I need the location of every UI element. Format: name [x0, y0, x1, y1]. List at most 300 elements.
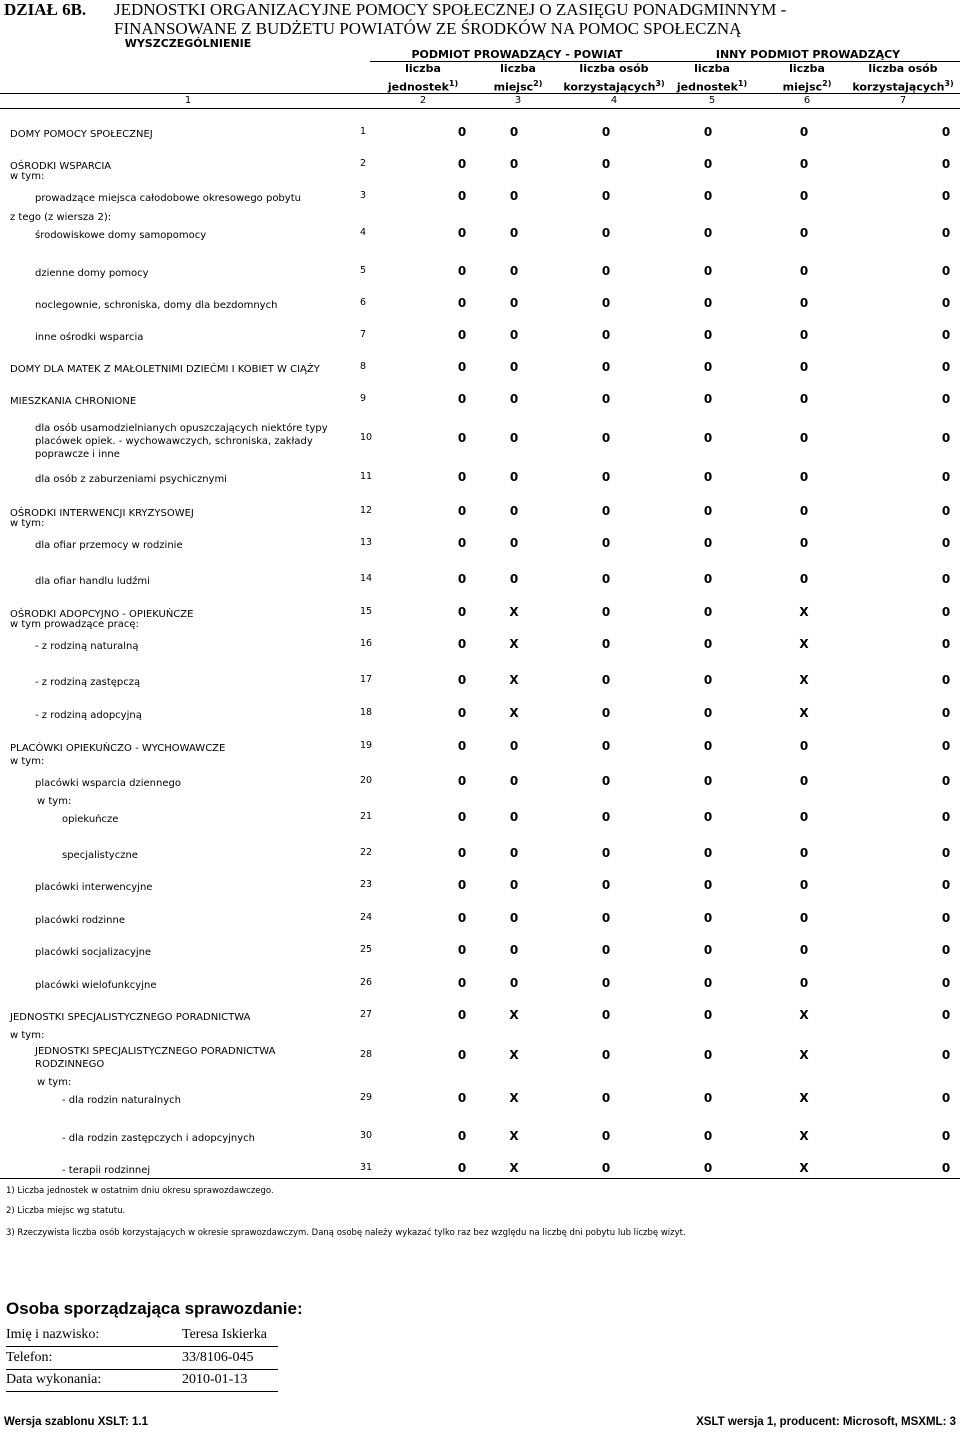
row-number: 16 [360, 638, 373, 649]
cell-value: 0 [509, 296, 519, 310]
preparer-field-value: 33/8106-045 [182, 1350, 254, 1365]
header-sub-line1: liczba osób [579, 62, 649, 75]
cell-value: 0 [457, 605, 467, 619]
cell-value: 0 [703, 189, 713, 203]
row-label: OŚRODKI WSPARCIA [10, 161, 112, 172]
row-number: 8 [360, 361, 367, 372]
cell-value: 0 [799, 739, 809, 753]
cell-value: 0 [509, 739, 519, 753]
title-line-1: JEDNOSTKI ORGANIZACYJNE POMOCY SPOŁECZNEJ O ZASIĘGU PONADGMINNYM - [114, 0, 787, 19]
cell-value: 0 [941, 1129, 951, 1143]
title-line-2: FINANSOWANE Z BUDŻETU POWIATÓW ZE ŚRODKÓW NA POMOC SPOŁECZNĄ [114, 19, 742, 38]
cell-value: 0 [941, 504, 951, 518]
row-label: noclegownie, schroniska, domy dla bezdomnych [35, 300, 278, 311]
cell-value: 0 [509, 846, 519, 860]
cell-value: 0 [601, 504, 611, 518]
cell-value: 0 [941, 706, 951, 720]
row-number: 23 [360, 879, 373, 890]
cell-value: 0 [457, 774, 467, 788]
cell-value: 0 [509, 431, 519, 445]
cell-value: 0 [799, 226, 809, 240]
cell-value: 0 [799, 536, 809, 550]
cell-value: 0 [941, 189, 951, 203]
cell-value: 0 [457, 810, 467, 824]
row-number: 4 [360, 227, 367, 238]
cell-value: 0 [941, 360, 951, 374]
cell-value: 0 [509, 810, 519, 824]
cell-value: 0 [509, 943, 519, 957]
cell-value: 0 [601, 296, 611, 310]
header-sub-text: miejsc [493, 80, 534, 94]
cell-value: 0 [941, 125, 951, 139]
cell-value: X [799, 1161, 809, 1175]
cell-value: 0 [941, 739, 951, 753]
cell-value: 0 [509, 504, 519, 518]
row-label: dla ofiar handlu ludźmi [35, 576, 150, 587]
cell-value: 0 [941, 264, 951, 278]
row-number: 30 [360, 1130, 373, 1141]
header-column-number: 6 [803, 95, 811, 106]
cell-value: 0 [601, 157, 611, 171]
cell-value: 0 [703, 296, 713, 310]
header-sub-footnote-ref: 2) [533, 79, 543, 88]
row-label: placówki wsparcia dziennego [35, 778, 181, 789]
cell-value: 0 [509, 911, 519, 925]
row-prefix-label: w tym: [10, 518, 45, 529]
header-sub-text: miejsc [782, 80, 823, 94]
row-label: inne ośrodki wsparcia [35, 332, 144, 343]
row-number: 15 [360, 606, 373, 617]
cell-value: 0 [457, 943, 467, 957]
cell-value: 0 [601, 911, 611, 925]
section-label: DZIAŁ 6B. [4, 0, 87, 19]
preparer-field [6, 1350, 254, 1366]
row-number: 11 [360, 471, 373, 482]
page-title [4, 0, 786, 38]
row-label: PLACÓWKI OPIEKUŃCZO - WYCHOWAWCZE [10, 743, 226, 754]
header-sub-line2 [848, 77, 958, 94]
cell-value: 0 [941, 1091, 951, 1105]
row-label: dla osób z zaburzeniami psychicznymi [35, 474, 227, 485]
row-label: placówki rodzinne [35, 915, 126, 926]
cell-value: 0 [509, 189, 519, 203]
row-label: - dla rodzin naturalnych [62, 1095, 181, 1106]
cell-value: 0 [601, 189, 611, 203]
cell-value: 0 [457, 328, 467, 342]
row-label: dla osób usamodzielnianych opuszczających niektóre typy placówek opiek. - wychowawczych, schroniska, zakłady poprawcze i inne [35, 423, 328, 460]
cell-value: 0 [509, 470, 519, 484]
cell-value: 0 [601, 810, 611, 824]
header-sub-line1: liczba [405, 62, 441, 75]
cell-value: 0 [799, 976, 809, 990]
cell-value: X [799, 706, 809, 720]
header-sub-footnote-ref: 3) [944, 79, 954, 88]
cell-value: 0 [601, 637, 611, 651]
header-sub-text: jednostek [387, 80, 449, 94]
cell-value: 0 [457, 264, 467, 278]
row-number: 7 [360, 329, 367, 340]
footnote: 1) Liczba jednostek w ostatnim dniu okresu sprawozdawczego. [6, 1186, 274, 1196]
cell-value: X [509, 1008, 519, 1022]
cell-value: 0 [703, 536, 713, 550]
cell-value: 0 [601, 878, 611, 892]
cell-value: 0 [941, 296, 951, 310]
cell-value: 0 [941, 536, 951, 550]
header-column-number: 7 [899, 95, 907, 106]
cell-value: X [509, 605, 519, 619]
cell-value: 0 [703, 878, 713, 892]
row-label: OŚRODKI INTERWENCJI KRYZYSOWEJ [10, 508, 194, 519]
cell-value: 0 [509, 976, 519, 990]
cell-value: 0 [941, 1008, 951, 1022]
cell-value: 0 [799, 846, 809, 860]
cell-value: 0 [601, 1129, 611, 1143]
cell-value: 0 [457, 739, 467, 753]
cell-value: 0 [703, 504, 713, 518]
cell-value: 0 [457, 157, 467, 171]
row-label: MIESZKANIA CHRONIONE [10, 396, 137, 407]
row-number: 2 [360, 158, 367, 169]
cell-value: 0 [799, 470, 809, 484]
row-label: - z rodziną zastępczą [35, 677, 141, 688]
cell-value: 0 [457, 911, 467, 925]
cell-value: 0 [703, 157, 713, 171]
cell-value: 0 [703, 360, 713, 374]
header-column-number: 5 [708, 95, 716, 106]
header-sub-line1: liczba [500, 62, 536, 75]
cell-value: 0 [941, 470, 951, 484]
header-group-powiat: PODMIOT PROWADZĄCY - POWIAT [411, 48, 623, 61]
cell-value: 0 [799, 264, 809, 278]
cell-value: 0 [799, 504, 809, 518]
cell-value: 0 [457, 189, 467, 203]
cell-value: X [509, 673, 519, 687]
cell-value: 0 [601, 943, 611, 957]
cell-value: X [799, 637, 809, 651]
cell-value: 0 [941, 605, 951, 619]
cell-value: 0 [703, 943, 713, 957]
cell-value: 0 [601, 392, 611, 406]
row-label: - dla rodzin zastępczych i adopcyjnych [62, 1133, 255, 1144]
cell-value: 0 [457, 706, 467, 720]
row-number: 22 [360, 847, 373, 858]
preparer-rule [6, 1391, 278, 1392]
footnote: 2) Liczba miejsc wg statutu. [6, 1206, 126, 1216]
preparer-rule [6, 1346, 278, 1347]
cell-value: 0 [601, 125, 611, 139]
cell-value: 0 [703, 264, 713, 278]
row-label: - terapii rodzinnej [62, 1165, 151, 1176]
cell-value: 0 [941, 846, 951, 860]
header-sub-text: korzystających [852, 80, 945, 94]
cell-value: 0 [457, 1048, 467, 1062]
header-sub-line2 [368, 77, 478, 94]
cell-value: 0 [457, 125, 467, 139]
cell-value: 0 [457, 1161, 467, 1175]
preparer-field-key: Data wykonania: [6, 1372, 102, 1387]
preparer-rule [6, 1369, 278, 1370]
cell-value: 0 [509, 878, 519, 892]
row-label: placówki wielofunkcyjne [35, 980, 157, 991]
header-sub-line2 [657, 77, 767, 94]
cell-value: 0 [703, 976, 713, 990]
cell-value: 0 [457, 470, 467, 484]
cell-value: X [509, 706, 519, 720]
cell-value: 0 [601, 605, 611, 619]
cell-value: 0 [703, 637, 713, 651]
row-label: - z rodziną adopcyjną [35, 710, 142, 721]
header-sub-line2 [752, 77, 862, 94]
row-prefix-label: w tym: [37, 1077, 72, 1088]
cell-value: 0 [601, 264, 611, 278]
row-number: 24 [360, 912, 373, 923]
row-number: 14 [360, 573, 373, 584]
row-number: 13 [360, 537, 373, 548]
cell-value: 0 [941, 976, 951, 990]
row-prefix-label: w tym: [10, 756, 45, 767]
cell-value: X [799, 1048, 809, 1062]
cell-value: 0 [457, 637, 467, 651]
row-number: 26 [360, 977, 373, 988]
row-number: 25 [360, 944, 373, 955]
row-label: DOMY POMOCY SPOŁECZNEJ [10, 129, 153, 140]
cell-value: 0 [703, 911, 713, 925]
header-column-number: 2 [419, 95, 427, 106]
row-number: 10 [360, 432, 373, 443]
cell-value: 0 [703, 739, 713, 753]
row-label: dla ofiar przemocy w rodzinie [35, 540, 183, 551]
row-number: 21 [360, 811, 373, 822]
row-prefix-label: z tego (z wiersza 2): [10, 212, 112, 223]
preparer-field-value: Teresa Iskierka [182, 1327, 267, 1342]
cell-value: 0 [457, 226, 467, 240]
cell-value: 0 [799, 878, 809, 892]
cell-value: 0 [509, 226, 519, 240]
row-number: 31 [360, 1162, 373, 1173]
cell-value: 0 [509, 360, 519, 374]
cell-value: 0 [601, 846, 611, 860]
cell-value: 0 [703, 846, 713, 860]
cell-value: 0 [509, 157, 519, 171]
cell-value: 0 [457, 504, 467, 518]
header-group-inny: INNY PODMIOT PROWADZĄCY [715, 48, 901, 61]
row-label: DOMY DLA MATEK Z MAŁOLETNIMI DZIEĆMI I KOBIET W CIĄŻY [10, 364, 320, 375]
row-label: - z rodziną naturalną [35, 641, 139, 652]
cell-value: 0 [601, 1161, 611, 1175]
row-prefix-label: w tym: [10, 1030, 45, 1041]
header-column-number: 4 [610, 95, 618, 106]
cell-value: 0 [703, 1008, 713, 1022]
template-version: Wersja szablonu XSLT: 1.1 [4, 1416, 149, 1428]
row-label: placówki socjalizacyjne [35, 947, 152, 958]
preparer-field-key: Imię i nazwisko: [6, 1327, 100, 1342]
header-sub-footnote-ref: 1) [737, 79, 748, 88]
cell-value: 0 [703, 125, 713, 139]
cell-value: 0 [799, 392, 809, 406]
row-number: 27 [360, 1009, 373, 1020]
row-number: 3 [360, 190, 367, 201]
header-column-number: 3 [514, 95, 522, 106]
cell-value: 0 [799, 360, 809, 374]
row-prefix-label: w tym prowadzące pracę: [10, 619, 139, 630]
row-number: 28 [360, 1049, 373, 1060]
header-sub-text: jednostek [676, 80, 738, 94]
row-label: OŚRODKI ADOPCYJNO - OPIEKUŃCZE [10, 609, 194, 620]
row-number: 12 [360, 505, 373, 516]
cell-value: 0 [799, 125, 809, 139]
cell-value: 0 [703, 1161, 713, 1175]
row-number: 19 [360, 740, 373, 751]
cell-value: 0 [941, 810, 951, 824]
header-sub-line2 [559, 77, 669, 94]
cell-value: 0 [703, 810, 713, 824]
cell-value: 0 [941, 637, 951, 651]
cell-value: 0 [457, 536, 467, 550]
cell-value: 0 [703, 392, 713, 406]
header-description: WYSZCZEGÓLNIENIE [124, 37, 252, 50]
cell-value: 0 [601, 1008, 611, 1022]
row-label: opiekuńcze [62, 814, 119, 825]
cell-value: 0 [941, 431, 951, 445]
cell-value: X [799, 605, 809, 619]
cell-value: 0 [457, 846, 467, 860]
cell-value: 0 [457, 976, 467, 990]
cell-value: 0 [457, 360, 467, 374]
row-number: 9 [360, 393, 367, 404]
header-sub-line2 [463, 77, 573, 94]
cell-value: 0 [509, 572, 519, 586]
cell-value: 0 [601, 976, 611, 990]
cell-value: 0 [601, 431, 611, 445]
cell-value: 0 [799, 774, 809, 788]
xslt-info: XSLT wersja 1, producent: Microsoft, MSXML: 3 [696, 1416, 956, 1428]
cell-value: 0 [457, 296, 467, 310]
cell-value: X [509, 1161, 519, 1175]
cell-value: 0 [509, 328, 519, 342]
cell-value: 0 [457, 1129, 467, 1143]
header-sub-footnote-ref: 1) [448, 79, 459, 88]
cell-value: 0 [703, 1129, 713, 1143]
row-number: 17 [360, 674, 373, 685]
cell-value: X [799, 1091, 809, 1105]
cell-value: 0 [703, 572, 713, 586]
header-sub-line1: liczba osób [868, 62, 938, 75]
cell-value: 0 [941, 572, 951, 586]
cell-value: 0 [601, 1048, 611, 1062]
cell-value: 0 [601, 673, 611, 687]
cell-value: 0 [703, 706, 713, 720]
cell-value: X [799, 1008, 809, 1022]
row-label: JEDNOSTKI SPECJALISTYCZNEGO PORADNICTWA [10, 1012, 251, 1023]
row-number: 6 [360, 297, 367, 308]
cell-value: X [799, 673, 809, 687]
row-label: placówki interwencyjne [35, 882, 153, 893]
cell-value: 0 [941, 1161, 951, 1175]
header-column-number: 1 [184, 95, 192, 106]
row-prefix-label: w tym: [10, 171, 45, 182]
cell-value: 0 [601, 226, 611, 240]
cell-value: 0 [799, 810, 809, 824]
cell-value: 0 [941, 911, 951, 925]
cell-value: 0 [601, 572, 611, 586]
cell-value: 0 [941, 878, 951, 892]
cell-value: 0 [601, 470, 611, 484]
footnote: 3) Rzeczywista liczba osób korzystających w okresie sprawozdawczym. Daną osobę należy wykazać tylko raz bez względu na liczbę dni pobytu lub liczbę wizyt. [6, 1228, 686, 1238]
cell-value: 0 [601, 739, 611, 753]
header-sub-footnote-ref: 2) [822, 79, 832, 88]
row-label: JEDNOSTKI SPECJALISTYCZNEGO PORADNICTWA RODZINNEGO [35, 1046, 276, 1070]
header-sub-text: korzystających [563, 80, 656, 94]
cell-value: 0 [457, 878, 467, 892]
cell-value: X [799, 1129, 809, 1143]
cell-value: 0 [799, 328, 809, 342]
cell-value: 0 [457, 392, 467, 406]
cell-value: X [509, 1091, 519, 1105]
cell-value: 0 [799, 943, 809, 957]
header-divider [0, 108, 960, 109]
cell-value: 0 [703, 605, 713, 619]
cell-value: 0 [703, 226, 713, 240]
cell-value: 0 [941, 673, 951, 687]
cell-value: 0 [799, 572, 809, 586]
cell-value: 0 [799, 431, 809, 445]
cell-value: 0 [457, 572, 467, 586]
cell-value: 0 [457, 1091, 467, 1105]
cell-value: 0 [941, 157, 951, 171]
cell-value: 0 [799, 157, 809, 171]
cell-value: 0 [601, 536, 611, 550]
cell-value: 0 [703, 328, 713, 342]
cell-value: 0 [703, 431, 713, 445]
cell-value: X [509, 1048, 519, 1062]
cell-value: 0 [703, 1048, 713, 1062]
cell-value: 0 [799, 296, 809, 310]
cell-value: X [509, 637, 519, 651]
cell-value: 0 [703, 774, 713, 788]
preparer-field-key: Telefon: [6, 1350, 53, 1365]
row-number: 29 [360, 1092, 373, 1103]
header-sub-line1: liczba [694, 62, 730, 75]
cell-value: 0 [509, 392, 519, 406]
row-number: 20 [360, 775, 373, 786]
cell-value: 0 [457, 673, 467, 687]
row-label: specjalistyczne [62, 850, 138, 861]
cell-value: 0 [601, 706, 611, 720]
header-sub-footnote-ref: 3) [655, 79, 665, 88]
cell-value: 0 [941, 774, 951, 788]
cell-value: 0 [509, 774, 519, 788]
cell-value: 0 [703, 1091, 713, 1105]
row-number: 1 [360, 126, 367, 137]
table-bottom-border [0, 1178, 960, 1179]
row-number: 5 [360, 265, 367, 276]
cell-value: 0 [509, 536, 519, 550]
preparer-field [6, 1327, 267, 1343]
cell-value: 0 [509, 264, 519, 278]
cell-value: 0 [799, 911, 809, 925]
row-number: 18 [360, 707, 373, 718]
cell-value: X [509, 1129, 519, 1143]
preparer-title: Osoba sporządzająca sprawozdanie: [6, 1299, 303, 1318]
cell-value: 0 [457, 1008, 467, 1022]
row-label: dzienne domy pomocy [35, 268, 149, 279]
row-label: środowiskowe domy samopomocy [35, 230, 207, 241]
cell-value: 0 [703, 673, 713, 687]
cell-value: 0 [601, 328, 611, 342]
row-prefix-label: w tym: [37, 796, 72, 807]
preparer-field [6, 1372, 247, 1388]
cell-value: 0 [799, 189, 809, 203]
